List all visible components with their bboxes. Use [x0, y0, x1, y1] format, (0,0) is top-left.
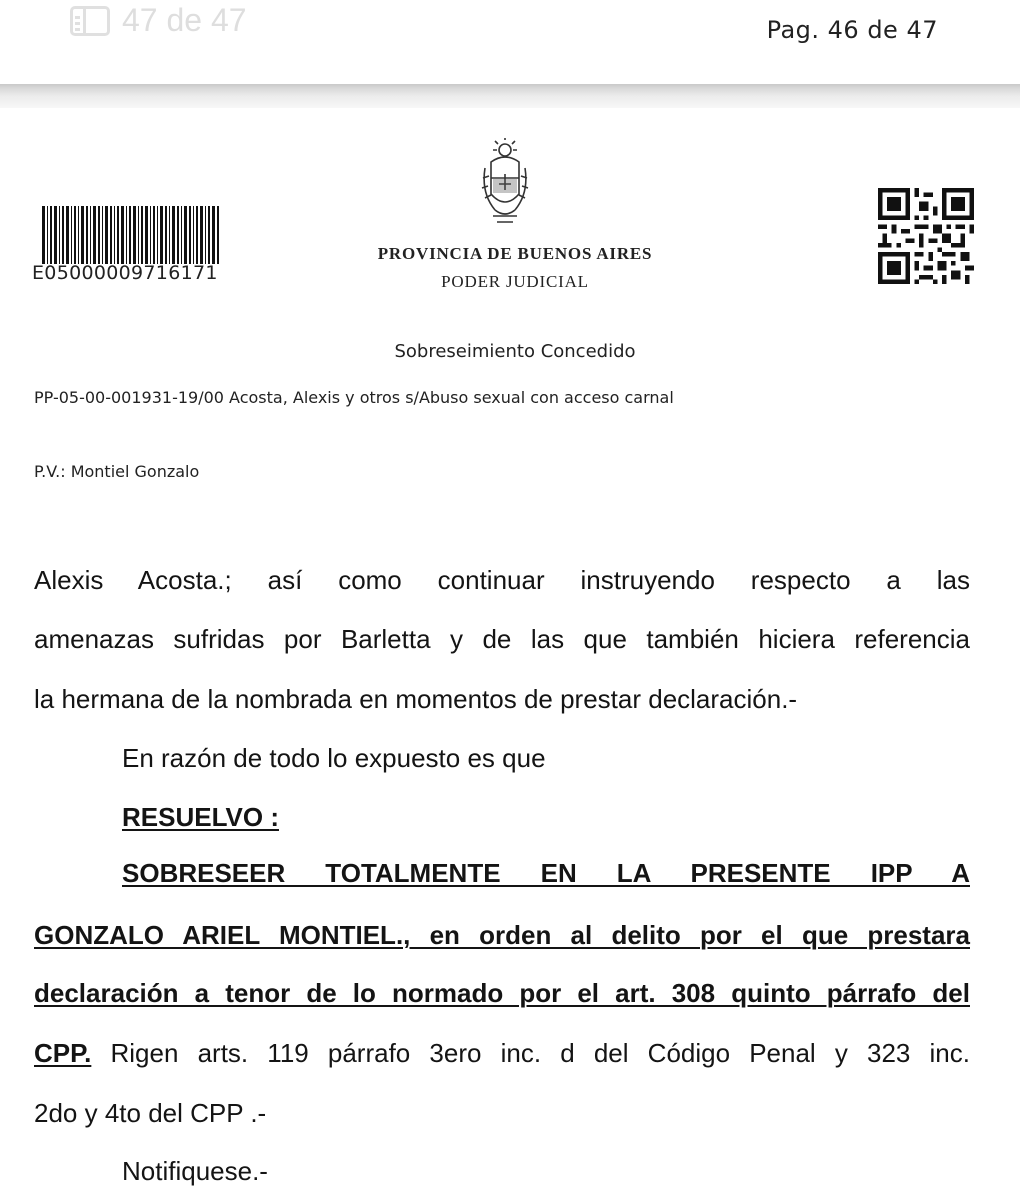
body-line-6: SOBRESEER TOTALMENTE EN LA PRESENTE IPP A: [122, 858, 970, 888]
body-line-7: GONZALO ARIEL MONTIEL., en orden al delito por el que prestara: [34, 920, 970, 950]
body-line-10: 2do y 4to del CPP .-: [34, 1098, 267, 1128]
coat-of-arms-seal-icon: [473, 138, 537, 230]
body-line-3: la hermana de la nombrada en momentos de prestar declaración.-: [34, 684, 798, 714]
pv-reference: P.V.: Montiel Gonzalo: [34, 462, 200, 481]
body-line-4: En razón de todo lo expuesto es que: [122, 743, 546, 773]
document-page: [0, 108, 1020, 1200]
case-reference: PP-05-00-001931-19/00 Acosta, Alexis y otros s/Abuso sexual con acceso carnal: [34, 388, 674, 407]
institution-title: PROVINCIA DE BUENOS AIRES: [377, 244, 653, 263]
body-line-9-bold: CPP.: [34, 1038, 92, 1068]
document-type: Sobreseimiento Concedido: [394, 341, 636, 362]
institution-subtitle: PODER JUDICIAL: [441, 272, 589, 291]
resolution-heading: RESUELVO :: [122, 802, 279, 832]
body-line-9: [34, 1038, 970, 1068]
pages-panel-icon[interactable]: [70, 6, 110, 36]
body-line-9-rest: Rigen arts. 119 párrafo 3ero inc. d del Código Penal y 323 inc.: [91, 1038, 970, 1068]
body-line-2: amenazas sufridas por Barletta y de las que también hiciera referencia: [34, 624, 970, 654]
viewer-top-bar: [0, 0, 1020, 84]
page-divider: [0, 84, 1020, 108]
body-line-8: declaración a tenor de lo normado por el art. 308 quinto párrafo del: [34, 978, 970, 1008]
body-line-11: Notifiquese.-: [122, 1156, 268, 1186]
ghost-counter-text: 47 de 47: [122, 2, 247, 38]
page-indicator: Pag. 46 de 47: [766, 16, 938, 44]
qr-code-icon: [878, 188, 974, 284]
ghost-page-counter: [70, 2, 247, 39]
body-line-1: Alexis Acosta.; así como continuar instruyendo respecto a las: [34, 565, 970, 595]
barcode-number: E05000009716171: [32, 262, 218, 284]
